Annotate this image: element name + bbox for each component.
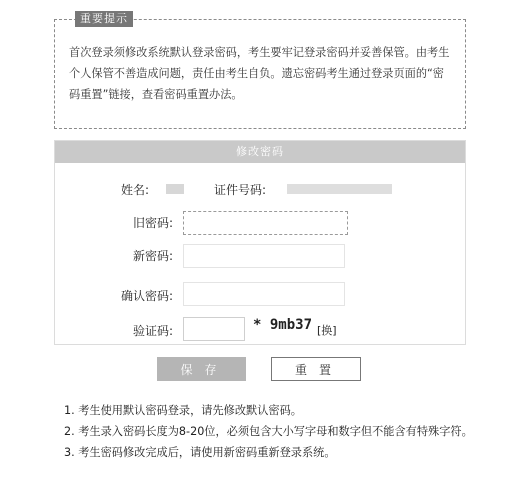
note-item: 2. 考生录入密码长度为8-20位，必须包含大小写字母和数字但不能含有特殊字符。: [64, 425, 473, 438]
confirm-password-label: 确认密码:: [120, 289, 173, 303]
user-info-row: [55, 181, 465, 199]
id-number-value-redacted: [287, 184, 392, 194]
change-password-panel: [54, 140, 466, 345]
save-button[interactable]: 保存: [157, 357, 246, 381]
old-password-input[interactable]: [183, 211, 348, 235]
old-password-label: 旧密码:: [132, 216, 173, 230]
new-password-input[interactable]: [183, 244, 345, 268]
captcha-image[interactable]: * 9mb37: [253, 317, 313, 333]
captcha-input[interactable]: [183, 317, 245, 341]
name-value-redacted: [166, 184, 184, 194]
notes-list: [64, 400, 494, 463]
new-password-label: 新密码:: [132, 249, 173, 263]
id-number-label: 证件号码:: [214, 183, 267, 197]
reset-button[interactable]: 重置: [271, 357, 361, 381]
note-item: 1. 考生使用默认密码登录，请先修改默认密码。: [64, 404, 302, 417]
panel-header: 修改密码: [55, 141, 465, 163]
confirm-password-input[interactable]: [183, 282, 345, 306]
notice-box: [54, 12, 466, 129]
note-item: 3. 考生密码修改完成后，请使用新密码重新登录系统。: [64, 446, 336, 459]
captcha-refresh-link[interactable]: [换]: [317, 324, 337, 337]
name-label: 姓名:: [121, 183, 150, 197]
captcha-label: 验证码:: [132, 324, 173, 338]
notice-text: 首次登录须修改系统默认登录密码，考生要牢记登录密码并妥善保管。由考生个人保管不善造成问题，责任由考生自负。遗忘密码考生通过登录页面的“密码重置”链接，查看密码重置办法。: [69, 46, 450, 101]
notice-title: 重要提示: [75, 11, 133, 27]
